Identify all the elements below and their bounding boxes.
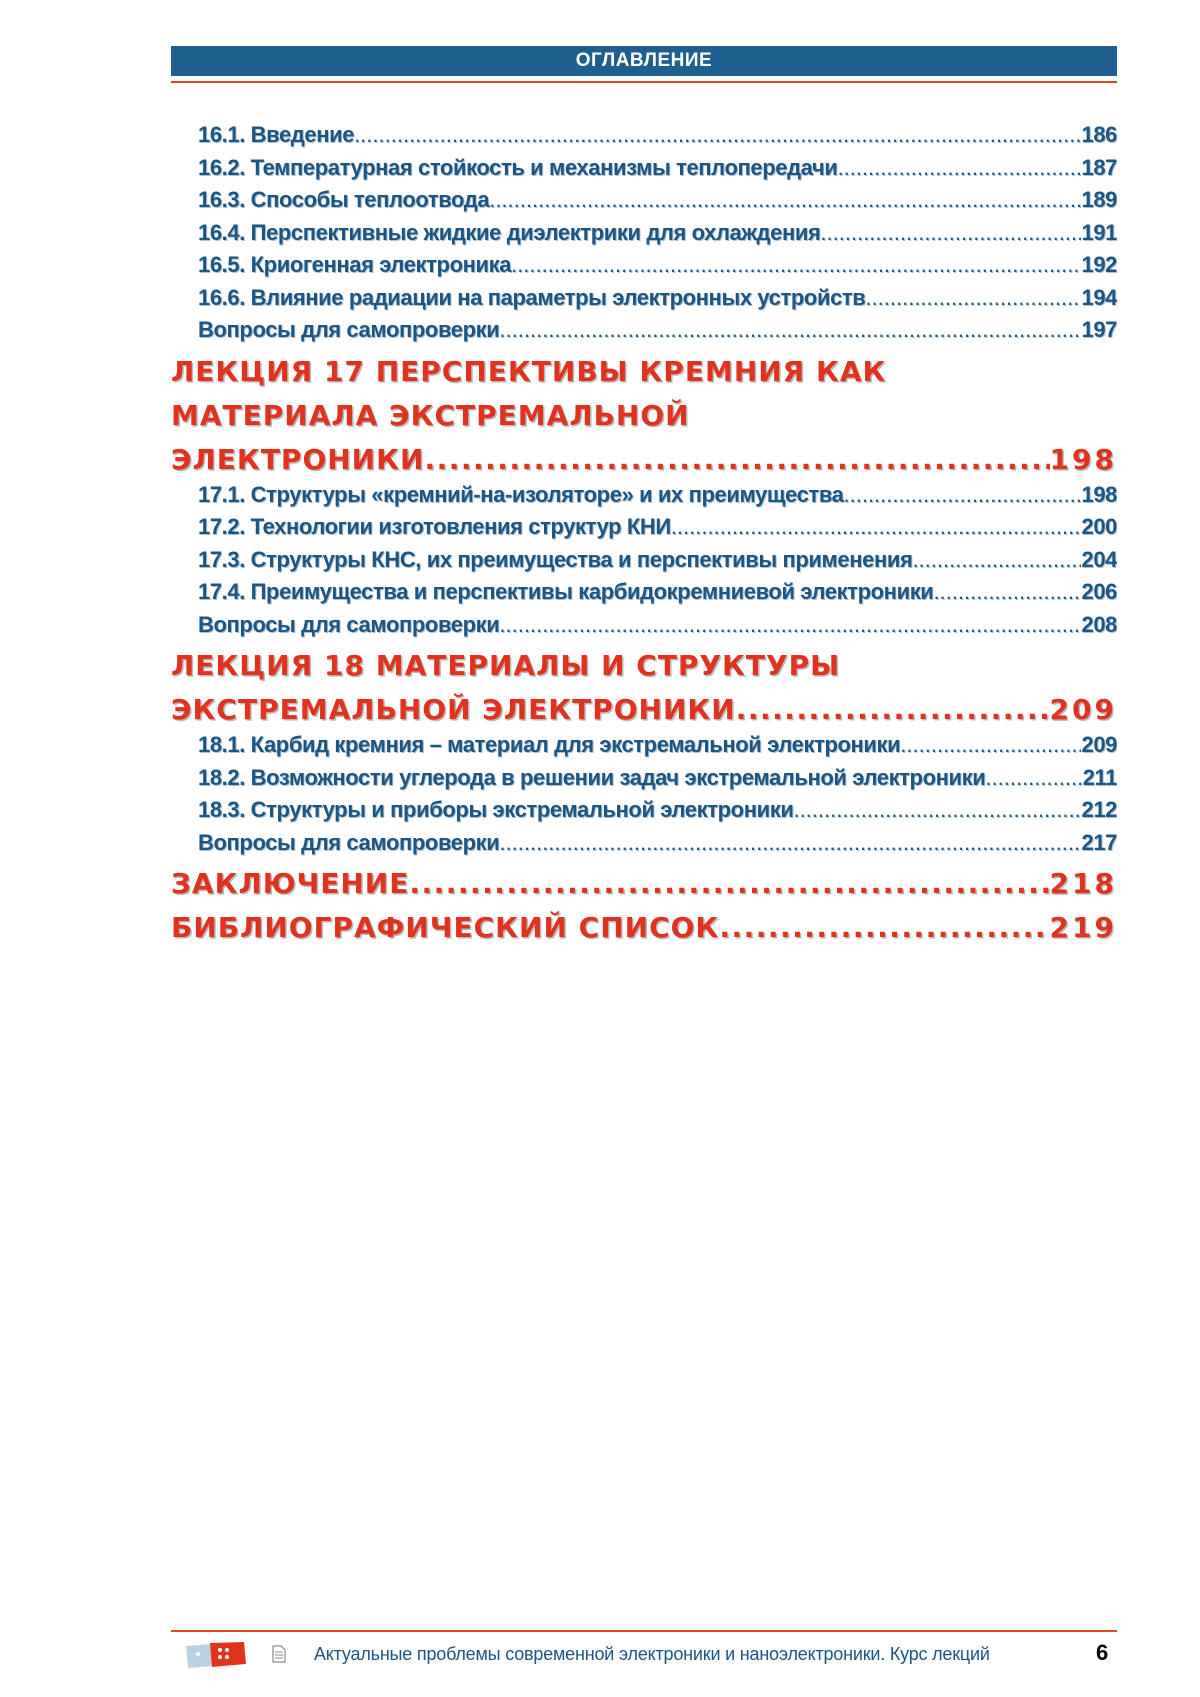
toc-entry[interactable] (171, 317, 1117, 350)
leader-dots (511, 252, 1081, 278)
lecture-title-line: ЭКСТРЕМАЛЬНОЙ ЭЛЕКТРОНИКИ (171, 693, 736, 726)
leader-dots (499, 830, 1081, 856)
toc-entry-page: 186 (1081, 122, 1117, 147)
toc-entry-title: Вопросы для самопроверки (198, 829, 500, 855)
toc-lecture-17[interactable] (171, 350, 1117, 482)
toc-entry-title: 16.1. Введение (198, 122, 355, 147)
leader-dots (912, 547, 1081, 573)
toc-entry[interactable] (171, 220, 1117, 253)
leader-dots (793, 797, 1081, 823)
footer-course-title: Актуальные проблемы современной электроники и наноэлектроники. Курс лекций (314, 1644, 990, 1664)
toc-entry-page: 212 (1081, 797, 1117, 822)
toc-entry-page: 204 (1081, 546, 1117, 572)
toc-entry[interactable] (171, 514, 1117, 547)
toc-entry[interactable] (171, 732, 1117, 765)
toc-entry[interactable] (171, 187, 1117, 220)
leader-dots (499, 317, 1081, 343)
toc-entry-title: Вопросы для самопроверки (198, 317, 500, 342)
toc-entry[interactable] (171, 612, 1117, 645)
document-icon (272, 1645, 286, 1663)
footer-rule (171, 1630, 1117, 1632)
toc-entry[interactable] (171, 579, 1117, 612)
toc-entry[interactable] (171, 797, 1117, 830)
toc-entry[interactable] (171, 285, 1117, 318)
flags-logo-icon (184, 1640, 248, 1670)
lecture-title-line: МАТЕРИАЛА ЭКСТРЕМАЛЬНОЙ (171, 398, 690, 432)
leader-dots (409, 862, 1049, 906)
toc-entry-page: 208 (1081, 611, 1117, 637)
toc-entry-page: 191 (1081, 219, 1117, 245)
toc-entry[interactable] (171, 547, 1117, 580)
toc-entry-page: 217 (1081, 829, 1117, 855)
toc-entry[interactable] (171, 252, 1117, 285)
lecture-page: 198 (1049, 442, 1117, 476)
leader-dots (489, 187, 1081, 213)
toc-entry-title: 18.1. Карбид кремния – материал для экстремальной электроники (198, 732, 901, 757)
lecture-title-last-line (171, 438, 1117, 482)
toc-entry-title: 16.5. Криогенная электроника (198, 252, 512, 277)
lecture-title-last-line (171, 688, 1117, 732)
toc-entry-title: 16.3. Способы теплоотвода (198, 187, 490, 212)
page-header (171, 46, 1117, 76)
toc-entry-title: 18.2. Возможности углерода в решении задач экстремальной электроники (198, 764, 986, 790)
toc-entry[interactable] (171, 155, 1117, 188)
toc-entry[interactable] (171, 482, 1117, 515)
leader-dots (719, 906, 1049, 950)
leader-dots (820, 220, 1081, 246)
leader-dots (736, 688, 1050, 732)
bibliography-title: БИБЛИОГРАФИЧЕСКИЙ СПИСОК (171, 911, 720, 944)
toc-entry-title: Вопросы для самопроверки (198, 611, 500, 637)
leader-dots (671, 514, 1082, 540)
toc-entry-page: 198 (1081, 481, 1117, 507)
toc-entry-page: 189 (1081, 187, 1117, 212)
bibliography-page: 219 (1049, 911, 1117, 944)
toc-entry-page: 211 (1082, 764, 1117, 790)
lecture-title-line: ЛЕКЦИЯ 17 ПЕРСПЕКТИВЫ КРЕМНИЯ КАК (171, 354, 887, 388)
toc-entry-page: 187 (1081, 154, 1117, 180)
conclusion-page: 218 (1049, 867, 1117, 900)
toc-bibliography[interactable] (171, 906, 1117, 950)
conclusion-title: ЗАКЛЮЧЕНИЕ (171, 867, 410, 900)
toc-lecture-18[interactable] (171, 644, 1117, 732)
leader-dots (424, 438, 1049, 482)
leader-dots (844, 482, 1082, 508)
toc-entry-title: 17.3. Структуры КНС, их преимущества и перспективы применения (198, 546, 913, 572)
leader-dots (933, 579, 1081, 605)
lecture-title-line: ЛЕКЦИЯ 18 МАТЕРИАЛЫ И СТРУКТУРЫ (171, 649, 841, 682)
table-of-contents (171, 122, 1117, 950)
toc-entry-page: 209 (1081, 732, 1117, 757)
toc-entry-page: 200 (1081, 514, 1117, 539)
page-number: 6 (1096, 1640, 1109, 1665)
toc-entry-page: 206 (1081, 579, 1117, 604)
header-rule (171, 81, 1117, 83)
toc-entry-title: 17.4. Преимущества и перспективы карбидокремниевой электроники (198, 579, 934, 604)
toc-entry[interactable] (171, 122, 1117, 155)
leader-dots (865, 285, 1081, 311)
lecture-title-line: ЭЛЕКТРОНИКИ (171, 442, 425, 476)
toc-entry-title: 17.1. Структуры «кремний-на-изоляторе» и их преимущества (198, 481, 844, 507)
leader-dots (499, 612, 1081, 638)
toc-entry-title: 17.2. Технологии изготовления структур КНИ (198, 514, 671, 539)
toc-entry-title: 16.2. Температурная стойкость и механизмы теплопередачи (198, 154, 838, 180)
leader-dots (354, 122, 1081, 148)
toc-entry-title: 16.4. Перспективные жидкие диэлектрики для охлаждения (198, 219, 821, 245)
toc-entry[interactable] (171, 765, 1117, 798)
toc-entry-title: 16.6. Влияние радиации на параметры электронных устройств (198, 284, 866, 310)
toc-entry-page: 197 (1081, 317, 1117, 342)
header-title: ОГЛАВЛЕНИЕ (575, 50, 713, 71)
toc-entry[interactable] (171, 830, 1117, 863)
toc-entry-title: 18.3. Структуры и приборы экстремальной электроники (198, 797, 794, 822)
leader-dots (985, 765, 1082, 791)
leader-dots (837, 155, 1081, 181)
toc-conclusion[interactable] (171, 862, 1117, 906)
leader-dots (900, 732, 1081, 758)
toc-entry-page: 194 (1081, 284, 1117, 310)
lecture-page: 209 (1049, 693, 1117, 726)
toc-entry-page: 192 (1081, 252, 1117, 277)
